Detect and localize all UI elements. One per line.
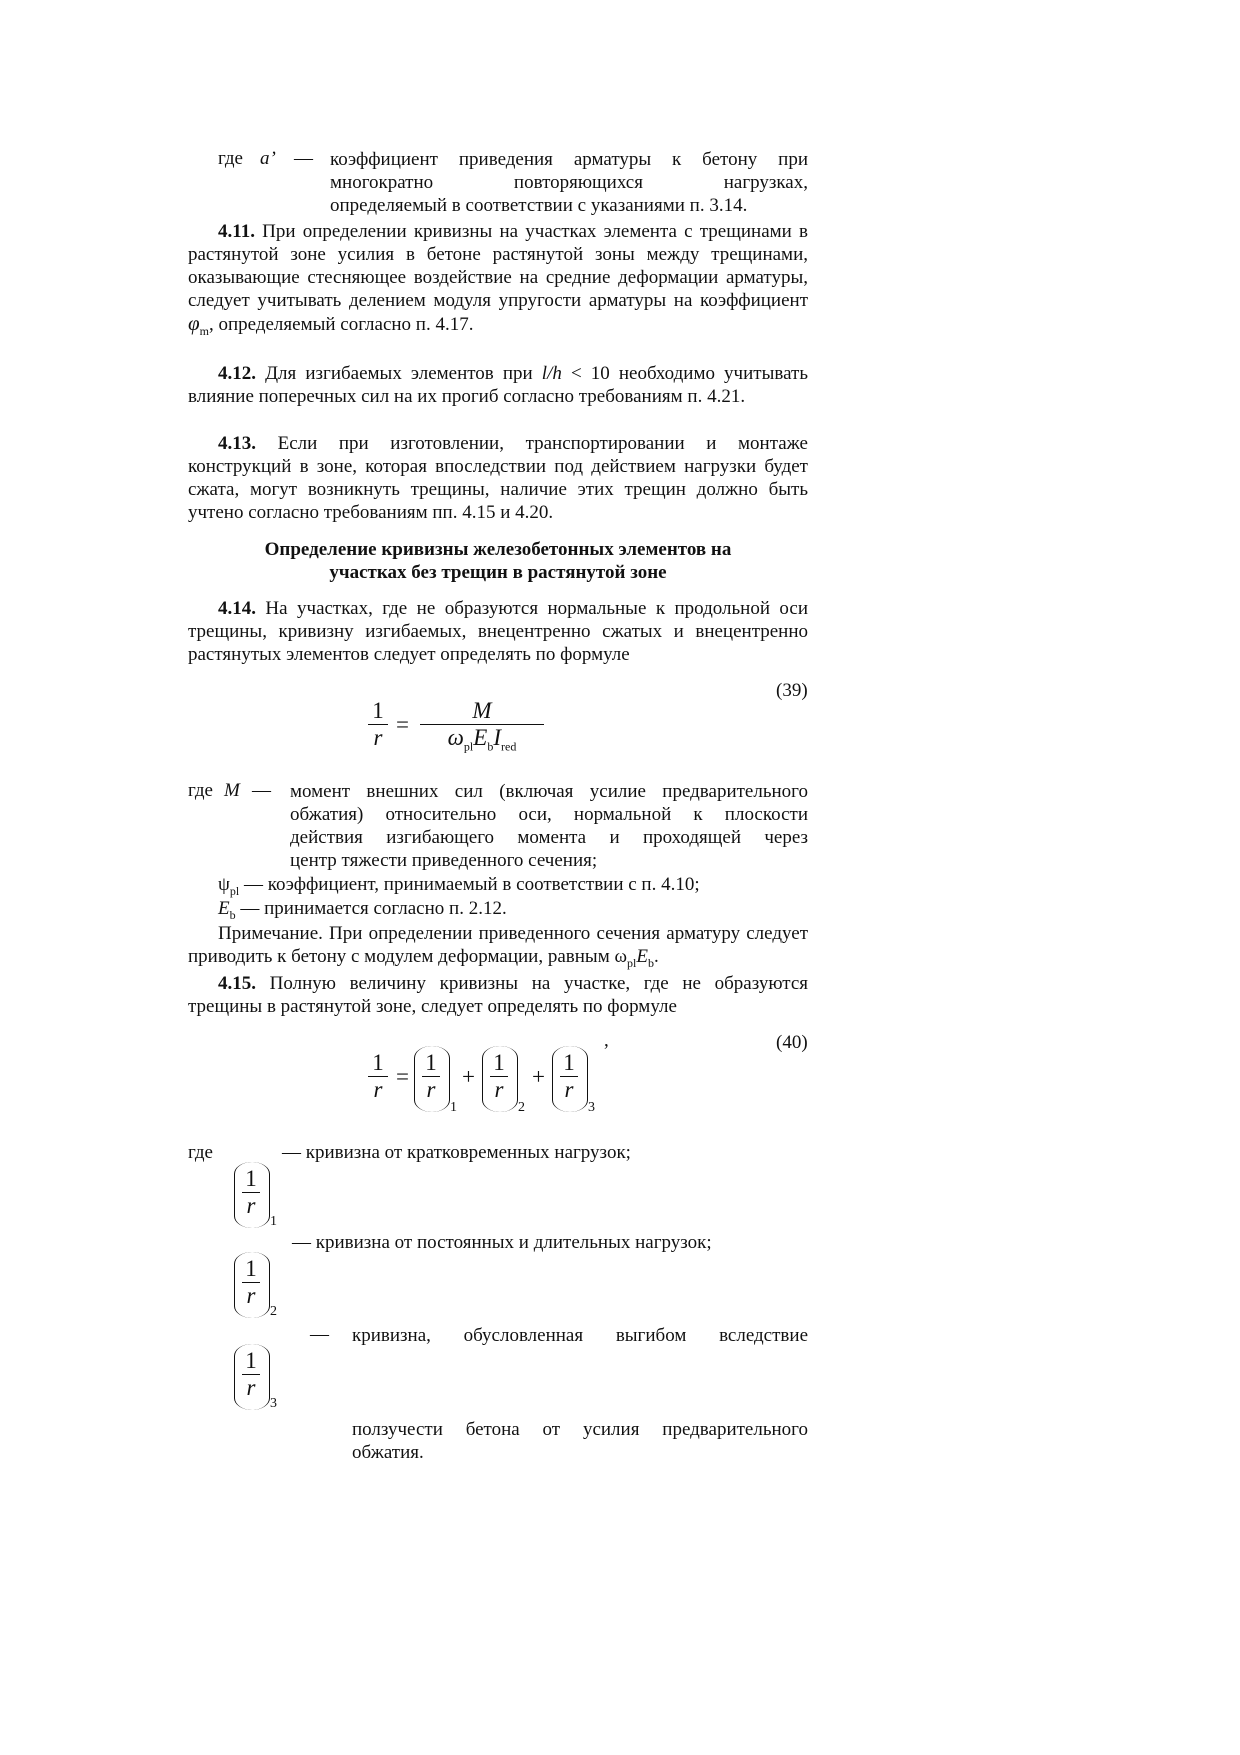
heading-line: Определение кривизны железобетонных элементов на	[264, 539, 732, 560]
formula-39	[368, 698, 517, 768]
equation-comma: ,	[604, 1030, 609, 1051]
numerator: 1	[245, 1348, 257, 1373]
fraction-one-over-r	[368, 698, 388, 751]
paragraph-text: Если при изготовлении, транспортировании и монтаже конструкций в зоне, которая впоследствии под действием нагрузки будет сжата, могут возникнуть трещины, наличие этих трещин должно быть учтено согласно требованиям пп. 4.15 и 4.20.	[188, 433, 808, 523]
denominator: r	[564, 1077, 574, 1102]
e-symbol: E	[473, 725, 488, 750]
curvature-def-1: — кривизна от кратковременных нагрузок;	[282, 1142, 631, 1163]
clause-number: 4.14.	[218, 598, 256, 619]
numerator: 1	[372, 1050, 384, 1075]
paragraph-4-13	[188, 432, 808, 524]
denominator: r	[426, 1077, 436, 1102]
curvature-def-2: — кривизна от постоянных и длительных нагрузок;	[292, 1232, 712, 1253]
paragraph-text: , определяемый согласно п. 4.17.	[208, 314, 474, 335]
numerator: 1	[245, 1256, 257, 1281]
fraction-one-over-r	[242, 1166, 260, 1219]
equals-sign: =	[396, 1064, 409, 1089]
paragraph-4-12	[188, 362, 808, 408]
clause-number: 4.11.	[218, 221, 255, 242]
denominator: r	[246, 1193, 256, 1218]
where-label: где	[218, 148, 243, 169]
denominator: r	[246, 1283, 256, 1308]
where-label: где	[188, 1142, 213, 1163]
definition-line: ползучести бетона от усилия предварительного	[352, 1419, 808, 1440]
omega-symbol: ω	[614, 946, 627, 967]
symbol-phi-sub: m	[199, 323, 209, 338]
definition-line: момент внешних сил (включая усилие предварительного	[290, 781, 808, 802]
symbol-m: M	[224, 780, 240, 801]
definition-line: определяемый в соответствии с указаниями п. 3.14.	[330, 195, 748, 216]
subscript-1: 1	[450, 1100, 457, 1115]
omega-sub: pl	[463, 739, 474, 754]
note-end: .	[653, 946, 659, 967]
curvature-symbol-2	[234, 1256, 284, 1326]
numerator: 1	[245, 1166, 257, 1191]
paragraph-4-14	[188, 597, 808, 666]
psi-symbol: ψ	[218, 874, 230, 895]
subscript-1: 1	[270, 1214, 277, 1229]
symbol-phi: φ	[188, 311, 200, 335]
dash: —	[310, 1324, 329, 1345]
where-label: где	[188, 780, 213, 801]
heading-line: участках без трещин в растянутой зоне	[329, 562, 667, 583]
plus-sign: +	[462, 1064, 475, 1089]
note-paragraph	[188, 922, 808, 975]
fraction-one-over-r	[560, 1050, 578, 1103]
paragraph-text: < 10 необходимо учитывать влияние поперечных сил на их прогиб согласно требованиям п. 4.21.	[188, 363, 808, 407]
subscript-2: 2	[518, 1100, 525, 1115]
plus-sign: +	[532, 1064, 545, 1089]
equation-number-39: (39)	[776, 680, 808, 701]
e-sub: b	[229, 907, 236, 922]
clause-number: 4.13.	[218, 433, 256, 454]
paragraph-4-11	[188, 220, 808, 343]
subscript-2: 2	[270, 1304, 277, 1319]
numerator: 1	[425, 1050, 437, 1075]
section-heading	[188, 538, 808, 584]
paragraph-text: Для изгибаемых элементов при	[256, 363, 542, 384]
equation-number-40: (40)	[776, 1032, 808, 1053]
e-sub: b	[647, 955, 654, 970]
numerator: M	[472, 698, 492, 723]
clause-number: 4.15.	[218, 973, 256, 994]
subscript-3: 3	[588, 1100, 595, 1115]
eb-text: — принимается согласно п. 2.12.	[235, 898, 507, 919]
dash: —	[252, 780, 271, 801]
paragraph-text: При определении кривизны на участках элемента с трещинами в растянутой зоне усилия в бетоне растянутой зоны между трещинами, оказывающие стесняющее воздействие на средние деформации арматуры, следует учитывать делением модуля упругости арматуры на коэффициент	[188, 221, 808, 311]
definition-line: коэффициент приведения арматуры к бетону при	[330, 149, 808, 170]
e-symbol: E	[636, 946, 648, 967]
definition-line: центр тяжести приведенного сечения;	[290, 850, 598, 871]
psi-definition	[218, 874, 700, 899]
fraction-m-over-stiffness	[420, 698, 544, 755]
denominator: r	[246, 1375, 256, 1400]
psi-sub: pl	[229, 883, 240, 898]
note-text: Примечание. При определении приведенного сечения арматуру следует приводить к бетону с модулем деформации, равным	[188, 923, 808, 967]
definition-line: многократно повторяющихся нагрузках,	[330, 172, 808, 193]
fraction-one-over-r	[242, 1256, 260, 1309]
e-sub: b	[487, 739, 494, 754]
subscript-3: 3	[270, 1396, 277, 1411]
numerator: 1	[372, 698, 384, 723]
definition-a-prime	[330, 148, 808, 217]
clause-number: 4.12.	[218, 363, 256, 384]
equals-sign: =	[396, 712, 409, 737]
definition-line: обжатия) относительно оси, нормальной к плоскости	[290, 804, 808, 825]
curvature-symbol-3	[234, 1348, 284, 1418]
symbol-l-h: l/h	[541, 363, 562, 384]
i-sub: red	[501, 739, 517, 754]
fraction-one-over-r	[242, 1348, 260, 1401]
definition-m	[290, 780, 808, 872]
definition-line: действия изгибающего момента и проходящей через	[290, 827, 808, 848]
fraction-one-over-r	[368, 1050, 388, 1103]
curvature-def-3-cont	[352, 1418, 808, 1464]
i-symbol: I	[493, 725, 501, 750]
definition-line: обжатия.	[352, 1442, 424, 1463]
paragraph-4-15	[188, 972, 808, 1018]
e-symbol: E	[218, 898, 230, 919]
fraction-one-over-r	[422, 1050, 440, 1103]
dash: —	[294, 148, 313, 169]
psi-text: — коэффициент, принимаемый в соответствии с п. 4.10;	[239, 874, 700, 895]
denominator: r	[373, 725, 383, 750]
symbol-a-prime: a’	[260, 148, 276, 169]
denominator: r	[373, 1077, 383, 1102]
omega-symbol: ω	[447, 725, 464, 750]
fraction-one-over-r	[490, 1050, 508, 1103]
eb-definition	[218, 898, 507, 923]
omega-sub: pl	[626, 955, 637, 970]
numerator: 1	[563, 1050, 575, 1075]
curvature-symbol-1	[234, 1166, 284, 1236]
paragraph-text: Полную величину кривизны на участке, где не образуются трещины в растянутой зоне, следует определять по формуле	[188, 973, 808, 1017]
curvature-def-3: кривизна, обусловленная выгибом вследствие	[352, 1325, 808, 1346]
numerator: 1	[493, 1050, 505, 1075]
formula-40	[368, 1050, 618, 1130]
denominator: r	[494, 1077, 504, 1102]
paragraph-text: На участках, где не образуются нормальные к продольной оси трещины, кривизну изгибаемых, внецентренно сжатых и внецентренно растянутых элементов следует определять по формуле	[188, 598, 808, 665]
